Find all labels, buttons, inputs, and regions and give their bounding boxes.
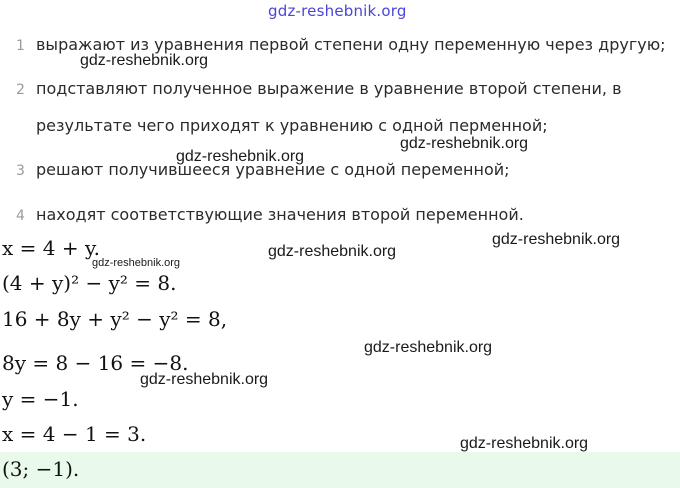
equation-line: y = −1. <box>2 387 79 411</box>
equation-line: (4 + y)² − y² = 8. <box>2 271 177 295</box>
watermark-top: gdz-reshebnik.org <box>268 2 407 20</box>
watermark: gdz-reshebnik.org <box>364 339 493 356</box>
step-text: находят соответствующие значения второй переменной. <box>36 205 524 224</box>
step-number: 2 <box>16 82 25 98</box>
equation-line: x = 4 + y. <box>2 236 100 260</box>
watermark: gdz-reshebnik.org <box>140 371 269 388</box>
step-text: подставляют полученное выражение в уравнение второй степени, в <box>36 79 622 98</box>
answer-highlight <box>0 452 680 488</box>
equation-line: 8y = 8 − 16 = −8. <box>2 351 189 375</box>
watermark: gdz-reshebnik.org <box>268 243 397 260</box>
step-text-continued: результате чего приходят к уравнению с одной перменной; <box>36 116 548 135</box>
equation-line: 16 + 8y + y² − y² = 8, <box>2 307 228 331</box>
watermark: gdz-reshebnik.org <box>80 52 209 69</box>
watermark: gdz-reshebnik.org <box>176 148 305 165</box>
step-text: выражают из уравнения первой степени одну переменную через другую; <box>36 35 666 54</box>
watermark: gdz-reshebnik.org <box>400 135 529 152</box>
step-number: 4 <box>16 208 25 224</box>
watermark: gdz-reshebnik.org <box>460 435 589 452</box>
answer-text: (3; −1). <box>2 457 80 481</box>
step-text: решают получившееся уравнение с одной переменной; <box>36 160 510 179</box>
watermark: gdz-reshebnik.org <box>492 231 621 248</box>
equation-line: x = 4 − 1 = 3. <box>2 422 147 446</box>
watermark: gdz-reshebnik.org <box>92 257 181 269</box>
step-number: 1 <box>16 38 25 54</box>
step-number: 3 <box>16 163 25 179</box>
